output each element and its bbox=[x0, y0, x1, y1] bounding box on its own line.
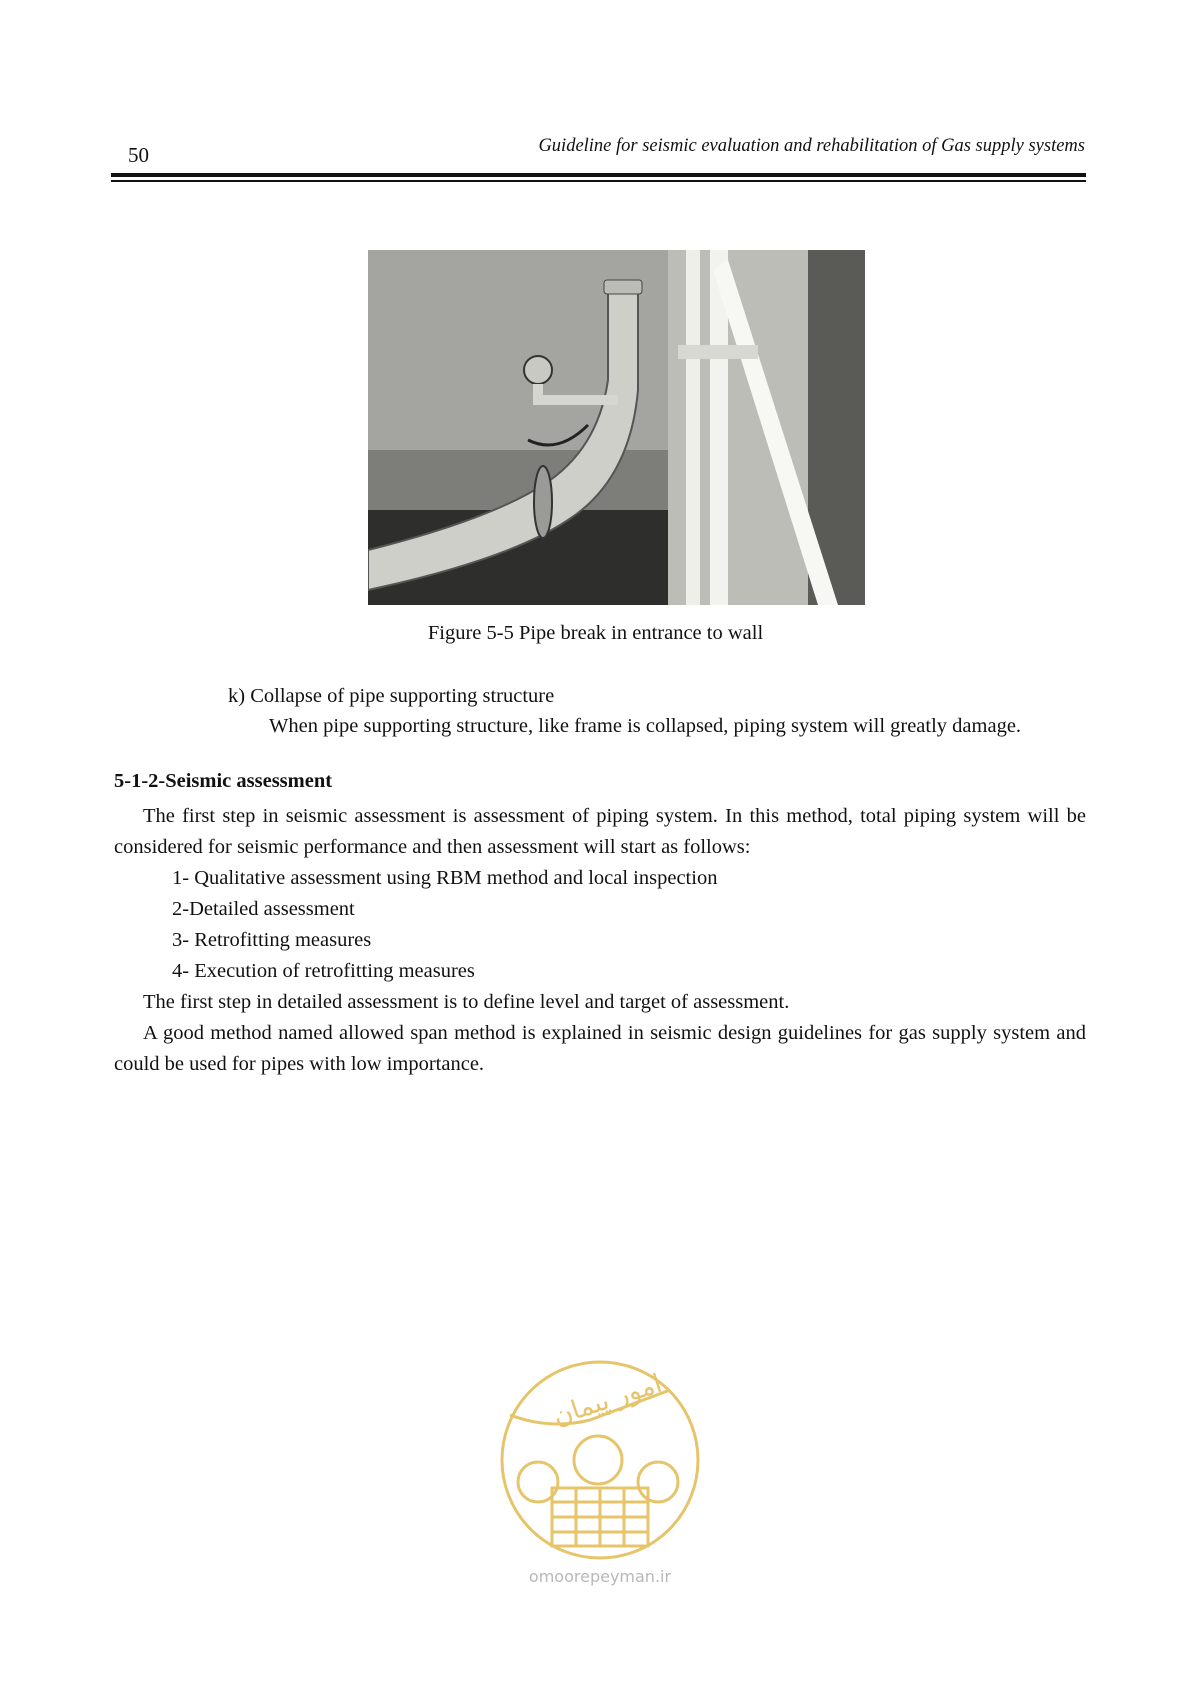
watermark-site: omoorepeyman.ir bbox=[528, 1567, 672, 1586]
intro-paragraph: The first step in seismic assessment is assessment of piping system. In this method, total piping system will be considered for seismic performance and then assessment will start as follows: bbox=[114, 805, 1086, 858]
figure-photo bbox=[368, 250, 865, 605]
header-rule-thin bbox=[111, 180, 1086, 182]
header-rule-thick bbox=[111, 173, 1086, 177]
section-heading: 5-1-2-Seismic assessment bbox=[114, 770, 333, 792]
step-4: 4- Execution of retrofitting measures bbox=[172, 960, 475, 982]
step-2: 2-Detailed assessment bbox=[172, 898, 355, 920]
page-number: 50 bbox=[128, 143, 149, 167]
paragraph-allowed-span: A good method named allowed span method is explained in seismic design guidelines for gas supply system and could be used for pipes with low importance. bbox=[114, 1022, 1086, 1075]
figure-caption: Figure 5-5 Pipe break in entrance to wall bbox=[427, 622, 764, 644]
running-header: Guideline for seismic evaluation and rehabilitation of Gas supply systems bbox=[538, 136, 1085, 156]
step-1: 1- Qualitative assessment using RBM method and local inspection bbox=[172, 867, 718, 889]
watermark-seal bbox=[490, 1360, 710, 1590]
paragraph-detailed-assessment: The first step in detailed assessment is to define level and target of assessment. bbox=[143, 991, 790, 1013]
item-k-label: k) Collapse of pipe supporting structure bbox=[228, 685, 555, 707]
watermark-logo-text: امور پیمان bbox=[549, 1368, 666, 1433]
step-3: 3- Retrofitting measures bbox=[172, 929, 372, 951]
item-k-text: When pipe supporting structure, like frame is collapsed, piping system will greatly damage. bbox=[269, 715, 1022, 737]
